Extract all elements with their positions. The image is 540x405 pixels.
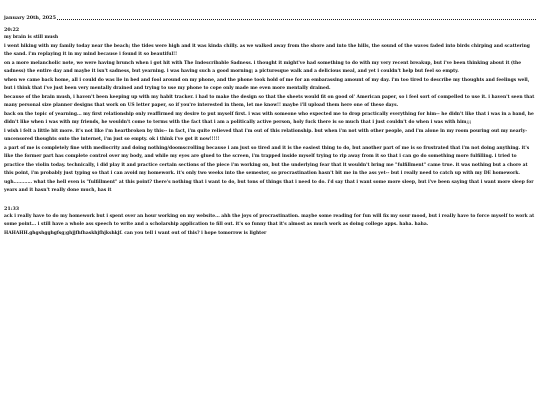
entry-paragraph: ack i really have to do my homework but i spent over an hour working on my website... ahh the joys of procrastination. maybe some reading for fun will fix my sour mood, but i really have to force myself to work at some point... i still have a whole ass speech to write and a scholarship application to fill out. it's so funny that it's almost as much work as doing college apps. haha. haha. HAHAHH.ghgshgghgfsg;ghjjfhfhaskhjfhjkshkjf. can you tell i want out of this? i hope tomorrow is lighter (4, 213, 535, 236)
journal-entry (4, 27, 536, 196)
entry-date-header (4, 15, 536, 21)
entry-paragraph: my brain is still mush (4, 35, 59, 40)
entry-paragraph: back on the topic of yearning... my first relationship only reaffirmed my desire to put myself first. i was with someone who expected me to drop practically everything for him-- he didn't like that i was in a band, he didn't like when i was with my friends, he wouldn't come to terms with the fact that i am a politically active person, holy fuck there is so much that i just couldn't do when i was with him;;; (4, 111, 534, 125)
date-divider (57, 16, 536, 20)
entry-paragraph: a part of me is completely fine with mediocrity and doing nothing/doomscrolling because i am just so tired and it is the easiest thing to do, but another part of me is so frustrated that i'm not doing anything. it's like the former part has complete control over my body, and while my eyes are glued to the screen, i'm trapped inside myself trying to rip away from it so that i can go do something more fulfilling. i tried to practice the violin today. technically, i did play it and practice certain sections of the piece i'm working on, but the underlying fear that it wouldn't bring me "fulfillment" came true. it was nothing but a chore at this point, i'm probably just typing so that i can avoid my homework. it's only two weeks into the semester, so procrastination hasn't bit me in the ass yet-- but i really need to catch up with my DE homework. ugh............ what the hell even is "fulfillment" at this point? there's nothing that i want to do, but tons of things that i need to do. i'd say that i want some more sleep, but i've been saying that i want more sleep for years and it hasn't really done much, has it (4, 145, 534, 193)
entry-paragraph: on a more melancholic note, we were having brunch when i got hit with The Indescribable Sadness. i thought it might've had something to do with my very recent breakup, but i've been thinking about it (the sadness) the entire day and maybe it isn't sadness, but yearning. i was having such a good morning; a picturesque walk and a delicious meal, and yet i couldn't help but feel so empty. (4, 60, 522, 74)
entry-time: 20:22 (4, 27, 20, 33)
entry-date: january 20th, 2025 (4, 15, 56, 21)
entry-paragraph: because of the brain mush, i haven't been keeping up with my habit tracker. i had to make the design so that the sheets would fit on good ol' American paper, so i feel sort of compelled to use it. i haven't seen that many personal size planner designs that work on US letter paper, so if you're interested in them, let me know!! maybe i'll upload them here one of these days. (4, 94, 535, 108)
journal-entry (4, 206, 536, 239)
entry-time: 21:33 (4, 205, 20, 212)
entry-paragraph: i went hiking with my family today near the beach; the tides were high and it was kinda chilly. as we walked away from the shore and into the hills, the sound of the waves faded into birds chirping and scattering the sand. i'm replaying it in my mind because i found it so beautiful!! (4, 43, 530, 57)
entry-paragraph: when we came back home, all i could do was lie in bed and fool around on my phone, and the phone took hold of me for an embarassing amount of my day. i'm too tired to describe my thoughts and feelings well, but i think that i've just been very mentally drained and trying to use my phone to cope only made me even more mentally drained. (4, 77, 530, 91)
entry-paragraph: i wish i felt a little bit more. it's not like i'm heartbroken by this-- in fact, i'm quite relieved that i'm out of this relationship. but when i'm not with other people, and i'm alone in my room pouring out my nearly-uncensored thoughts onto the internet, i'm just so empty. ok i think i've got it now!!!!! (4, 128, 528, 142)
